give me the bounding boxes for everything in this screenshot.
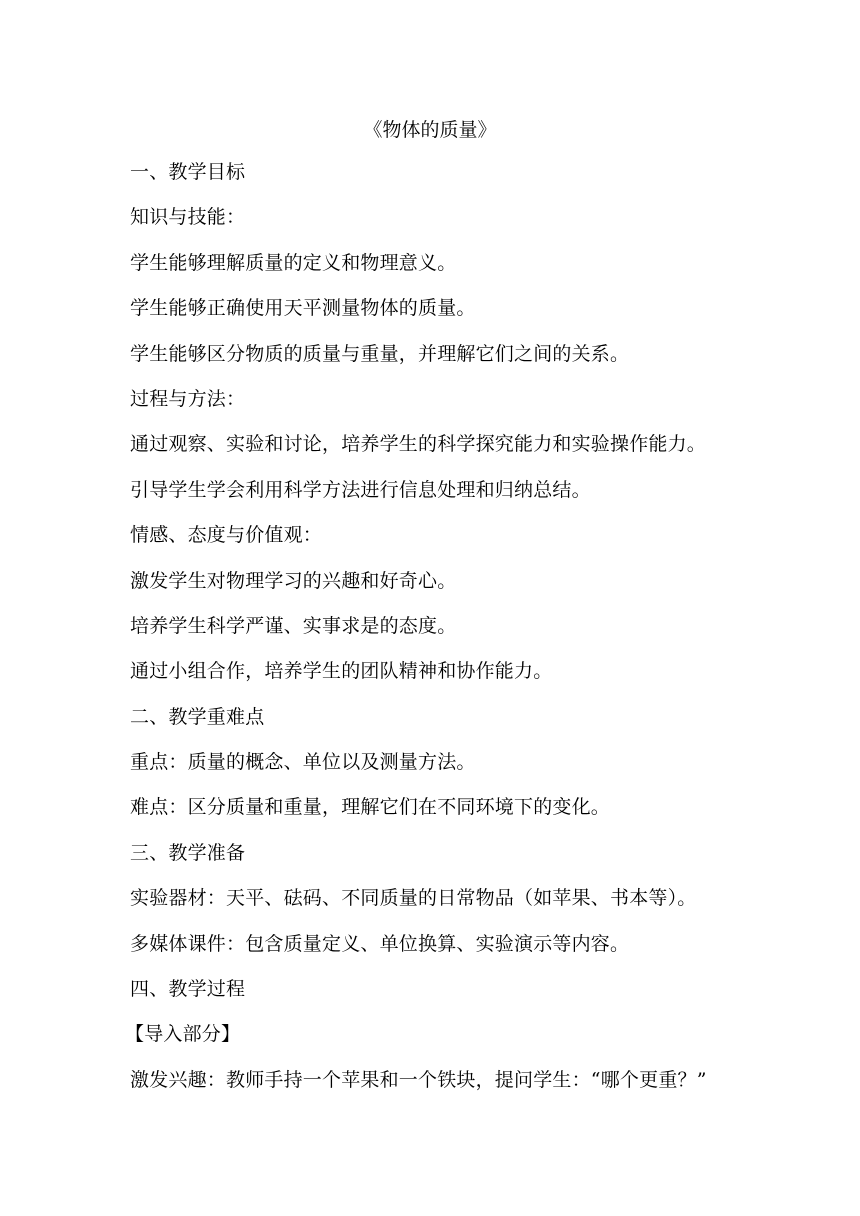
paragraph-line: 难点：区分质量和重量，理解它们在不同环境下的变化。 xyxy=(130,796,611,819)
section-heading-preparation: 三、教学准备 xyxy=(130,841,246,864)
paragraph-line: 通过观察、实验和讨论，培养学生的科学探究能力和实验操作能力。 xyxy=(130,433,707,456)
paragraph-line: 多媒体课件：包含质量定义、单位换算、实验演示等内容。 xyxy=(130,932,630,955)
section-heading-key-points: 二、教学重难点 xyxy=(130,705,265,728)
subheading-process-methods: 过程与方法： xyxy=(130,387,246,410)
subheading-introduction: 【导入部分】 xyxy=(125,1023,241,1046)
paragraph-line: 激发兴趣：教师手持一个苹果和一个铁块，提问学生：“哪个更重？” xyxy=(130,1068,707,1091)
section-heading-process: 四、教学过程 xyxy=(130,978,246,1001)
subheading-knowledge-skills: 知识与技能： xyxy=(130,206,246,229)
paragraph-line: 学生能够理解质量的定义和物理意义。 xyxy=(130,251,457,274)
paragraph-line: 引导学生学会利用科学方法进行信息处理和归纳总结。 xyxy=(130,478,591,501)
paragraph-line: 培养学生科学严谨、实事求是的态度。 xyxy=(130,614,457,637)
section-heading-objectives: 一、教学目标 xyxy=(130,161,246,183)
document-title: 《物体的质量》 xyxy=(363,119,497,141)
paragraph-line: 学生能够正确使用天平测量物体的质量。 xyxy=(130,297,476,320)
paragraph-line: 激发学生对物理学习的兴趣和好奇心。 xyxy=(130,569,457,592)
paragraph-line: 实验器材：天平、砝码、不同质量的日常物品（如苹果、书本等）。 xyxy=(130,887,697,910)
subheading-attitudes-values: 情感、态度与价值观： xyxy=(130,524,323,547)
paragraph-line: 通过小组合作，培养学生的团队精神和协作能力。 xyxy=(130,660,553,683)
paragraph-line: 学生能够区分物质的质量与重量，并理解它们之间的关系。 xyxy=(130,342,630,365)
document-body xyxy=(125,158,830,1111)
paragraph-line: 重点：质量的概念、单位以及测量方法。 xyxy=(130,751,476,774)
